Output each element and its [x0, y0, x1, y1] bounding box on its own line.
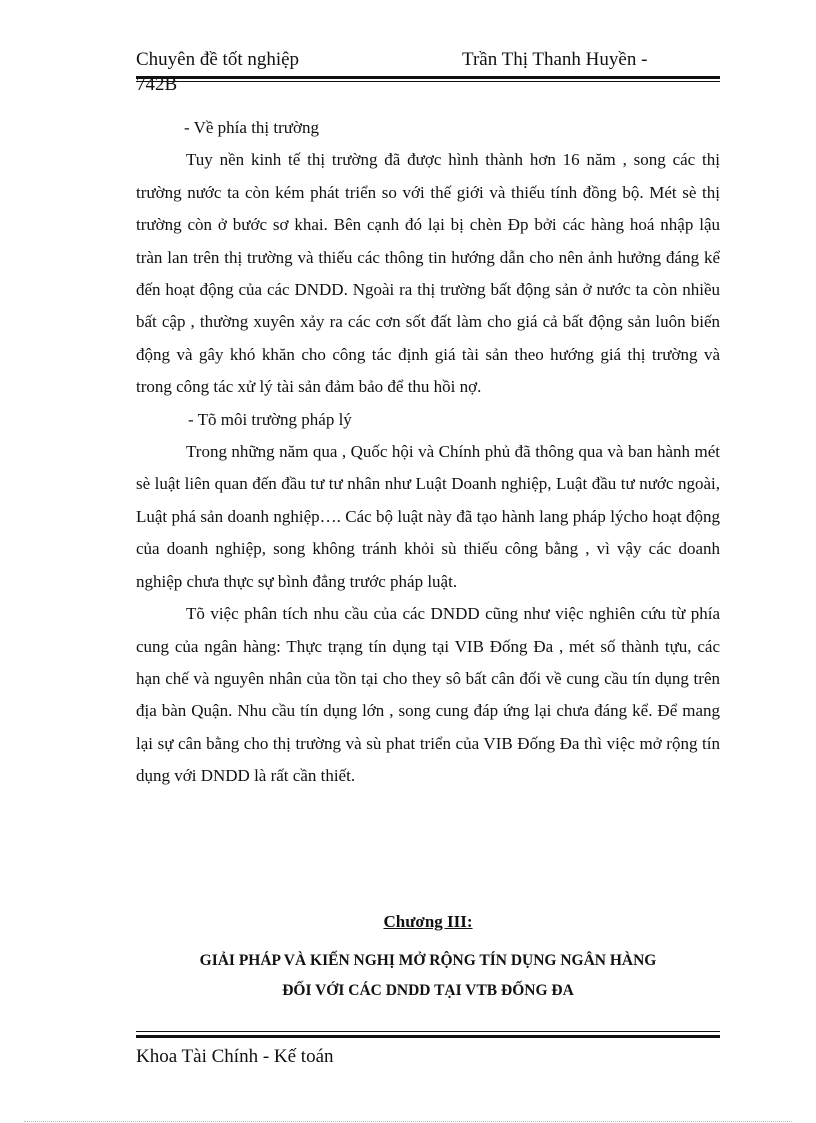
header-rule-thick [136, 76, 720, 79]
paragraph-market: Tuy nền kinh tế thị trường đã được hình thành hơn 16 năm , song các thị trường nước ta còn kém phát triển so với thế giới và thiếu tính đồng bộ. Mét sè thị trường còn ở bước sơ khai. Bên cạnh đó lại bị chèn Ðp bởi các hàng hoá nhập lậu tràn lan trên thị trường và thiếu các thông tin hướng dẫn cho nên ảnh hưởng đáng kể đến hoạt động của các DNDD. Ngoài ra thị trường bất động sản ở nước ta còn nhiều bất cập , thường xuyên xảy ra các cơn sốt đất làm cho giá cả bất động sản luôn biến động và gây khó khăn cho công tác định giá tài sản theo hướng giá thị trường và trong công tác xử lý tài sản đảm bảo để thu hồi nợ. [136, 150, 720, 397]
header-author-name: Trần Thị Thanh Huyền - [462, 49, 648, 70]
footer-department: Khoa Tài Chính - Kế toán [136, 1046, 334, 1067]
chapter-heading-line1: GIẢI PHÁP VÀ KIẾN NGHỊ MỞ RỘNG TÍN DỤNG NGÂN HÀNG [199, 952, 657, 969]
body-text [136, 112, 720, 793]
chapter-title: Chương III: [383, 912, 473, 931]
chapter-heading [136, 946, 720, 1006]
paragraph-conclusion: Tõ việc phân tích nhu cầu của các DNDD cũng như việc nghiên cứu từ phía cung của ngân hàng: Thực trạng tín dụng tại VIB Đống Đa , mét số thành tựu, các hạn chế và nguyên nhân của tồn tại cho they sô bất cân đối về cung cầu tín dụng trên địa bàn Quận. Nhu cầu tín dụng lớn , song cung đáp ứng lại chưa đáng kể. Để mang lại sự cân bằng cho thị trường và sù phat triển của VIB Đống Đa thì việc mở rộng tín dụng với DNDD là rất cần thiết. [136, 604, 720, 786]
header-rule-thin [136, 81, 720, 82]
paragraph-legal: Trong những năm qua , Quốc hội và Chính phủ đã thông qua và ban hành mét sè luật liên quan đến đầu tư tư nhân như Luật Doanh nghiệp, Luật đầu tư nước ngoài, Luật phá sản doanh nghiệp…. Các bộ luật này đã tạo hành lang pháp lýcho hoạt động của doanh nghiệp, song không tránh khỏi sù thiếu công bằng , vì vậy các doanh nghiệp chưa thực sự bình đẳng trước pháp luật. [136, 442, 720, 591]
section-heading-legal: - Tõ môi trường pháp lý [188, 409, 352, 429]
chapter-heading-line2: ĐỐI VỚI CÁC DNDD TẠI VTB ĐỐNG ĐA [282, 982, 574, 999]
header-thesis-label: Chuyên đề tốt nghiệp [136, 49, 300, 70]
header-class-code: 742B [136, 74, 178, 95]
footer-rule-thin [136, 1031, 720, 1032]
section-heading-market: - Về phía thị trường [184, 118, 319, 137]
footer-rule-thick [136, 1035, 720, 1038]
